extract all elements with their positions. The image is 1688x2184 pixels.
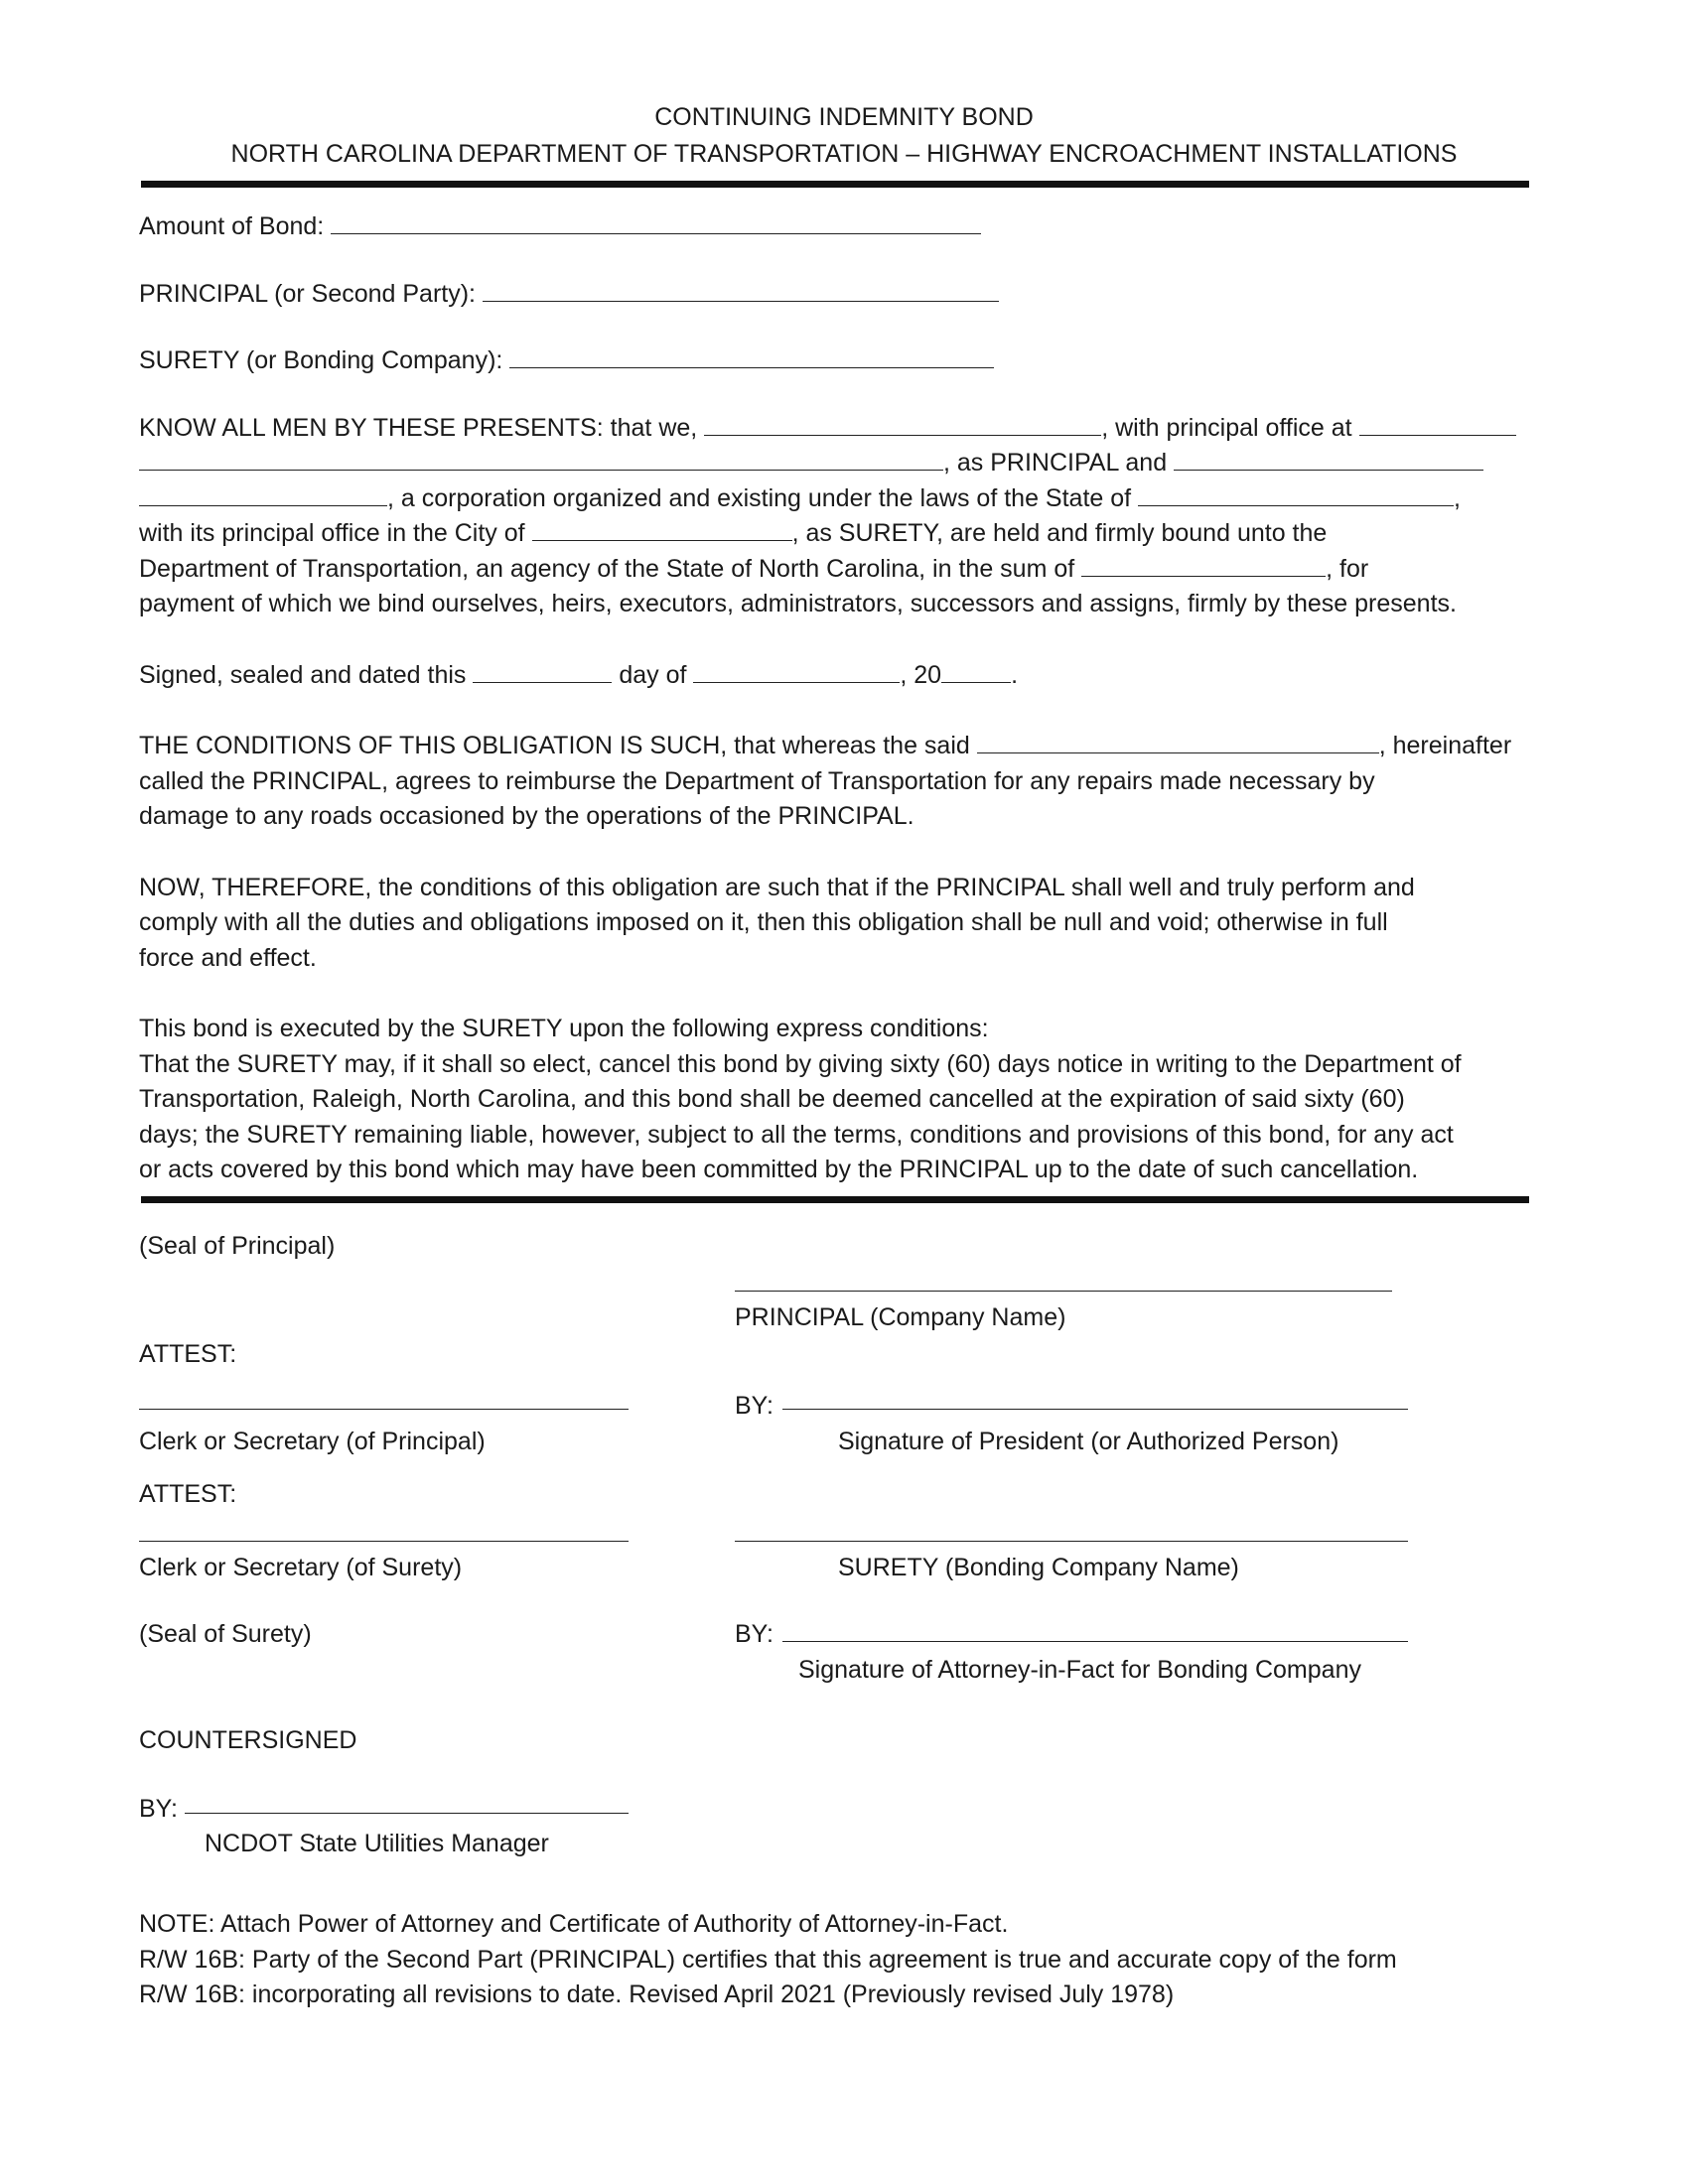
- clerk-principal-label: Clerk or Secretary (of Principal): [139, 1428, 486, 1455]
- principal-office-field-cont[interactable]: [139, 452, 943, 471]
- clerk-surety-label: Clerk or Secretary (of Surety): [139, 1554, 463, 1581]
- attest-principal-label: ATTEST:: [139, 1340, 237, 1368]
- know-line-3: , a corporation organized and existing under the laws of the State of ,: [139, 481, 1549, 517]
- president-signature-line[interactable]: [782, 1409, 1408, 1410]
- principal-company-label: PRINCIPAL (Company Name): [735, 1303, 1066, 1331]
- seal-principal: (Seal of Principal): [139, 1232, 336, 1260]
- know-line-2: , as PRINCIPAL and: [139, 446, 1549, 481]
- now-therefore-paragraph: NOW, THEREFORE, the conditions of this obligation are such that if the PRINCIPAL shall well and truly perform and comply with all the duties and obligations imposed on it, then this obligation shall be null and void; otherwise in full force and effect.: [139, 873, 1415, 972]
- signed-line: Signed, sealed and dated this day of , 20 .: [139, 660, 1019, 689]
- by-label-1: BY:: [735, 1392, 774, 1420]
- surety-company-label: SURETY (Bonding Company Name): [838, 1554, 1239, 1581]
- month-field[interactable]: [693, 664, 900, 683]
- amount-field[interactable]: [331, 209, 981, 234]
- note-line-3: R/W 16B: incorporating all revisions to date. Revised April 2021 (Previously revised July 1978): [139, 1980, 1175, 2008]
- by-label-3: BY:: [139, 1795, 178, 1823]
- seal-surety: (Seal of Surety): [139, 1620, 312, 1648]
- ncdot-label: NCDOT State Utilities Manager: [205, 1830, 549, 1857]
- know-line-6: payment of which we bind ourselves, heirs, executors, administrators, successors and assigns, firmly by these presents.: [139, 590, 1457, 617]
- attest-surety-label: ATTEST:: [139, 1480, 237, 1508]
- principal-office-field[interactable]: [1359, 417, 1516, 436]
- surety-label: SURETY (or Bonding Company):: [139, 346, 503, 374]
- note-line-1: NOTE: Attach Power of Attorney and Certificate of Authority of Attorney-in-Fact.: [139, 1910, 1009, 1938]
- notes: [139, 1907, 1397, 2013]
- know-line-5: Department of Transportation, an agency of the State of North Carolina, in the sum of , for: [139, 554, 1369, 583]
- amount-label: Amount of Bond:: [139, 212, 325, 240]
- by-label-2: BY:: [735, 1620, 774, 1648]
- bottom-divider: [141, 1196, 1529, 1203]
- clerk-surety-line[interactable]: [139, 1541, 629, 1542]
- surety-name-field-cont[interactable]: [139, 487, 387, 506]
- principal-row: [139, 277, 1549, 313]
- principal-field[interactable]: [483, 277, 999, 302]
- whereas-principal-field[interactable]: [977, 735, 1379, 753]
- principal-name-field[interactable]: [704, 417, 1101, 436]
- amount-row: [139, 209, 1549, 245]
- note-line-2: R/W 16B: Party of the Second Part (PRINCIPAL) certifies that this agreement is true and accurate copy of the form: [139, 1945, 1397, 1974]
- surety-field[interactable]: [509, 343, 994, 368]
- state-field[interactable]: [1138, 487, 1454, 506]
- attorney-signature-line[interactable]: [782, 1641, 1408, 1642]
- surety-name-field[interactable]: [1174, 452, 1483, 471]
- know-line-4: with its principal office in the City of , as SURETY, are held and firmly bound unto the: [139, 519, 1328, 547]
- principal-label: PRINCIPAL (or Second Party):: [139, 279, 477, 308]
- attorney-signature-label: Signature of Attorney-in-Fact for Bonding Company: [798, 1656, 1361, 1684]
- ncdot-signature-line[interactable]: [185, 1813, 629, 1814]
- day-field[interactable]: [473, 664, 612, 683]
- city-field[interactable]: [532, 522, 792, 541]
- countersigned-label: COUNTERSIGNED: [139, 1726, 357, 1754]
- surety-row: [139, 343, 1549, 379]
- bond-form: [139, 99, 1549, 2144]
- top-divider: [141, 181, 1529, 188]
- express-conditions-paragraph: This bond is executed by the SURETY upon the following express conditions: That the SURETY may, if it shall so elect, cancel this bond by giving sixty (60) days notice in writing to the Department of Transportation, Raleigh, North Carolina, and this bond shall be deemed cancelled at the expiration of said sixty (60) days; the SURETY remaining liable, however, subject to all the terms, conditions and provisions of this bond, for any act or acts covered by this bond which may have been committed by the PRINCIPAL up to the date of such cancellation.: [139, 1015, 1462, 1183]
- surety-company-line[interactable]: [735, 1541, 1408, 1542]
- sum-field[interactable]: [1081, 558, 1326, 577]
- year-field[interactable]: [941, 664, 1011, 683]
- form-subtitle: NORTH CAROLINA DEPARTMENT OF TRANSPORTATION – HIGHWAY ENCROACHMENT INSTALLATIONS: [230, 140, 1458, 168]
- know-all-paragraph: [139, 411, 1549, 622]
- principal-company-line[interactable]: [735, 1291, 1392, 1292]
- know-line-1: KNOW ALL MEN BY THESE PRESENTS: that we, , with principal office at: [139, 411, 1549, 447]
- form-title: CONTINUING INDEMNITY BOND: [654, 103, 1034, 131]
- conditions-paragraph: THE CONDITIONS OF THIS OBLIGATION IS SUCH, that whereas the said , hereinafter called the PRINCIPAL, agrees to reimburse the Department of Transportation for any repairs made necessary by damage to any roads occasioned by the operations of the PRINCIPAL.: [139, 732, 1512, 830]
- president-signature-label: Signature of President (or Authorized Person): [838, 1428, 1339, 1455]
- clerk-principal-line[interactable]: [139, 1409, 629, 1410]
